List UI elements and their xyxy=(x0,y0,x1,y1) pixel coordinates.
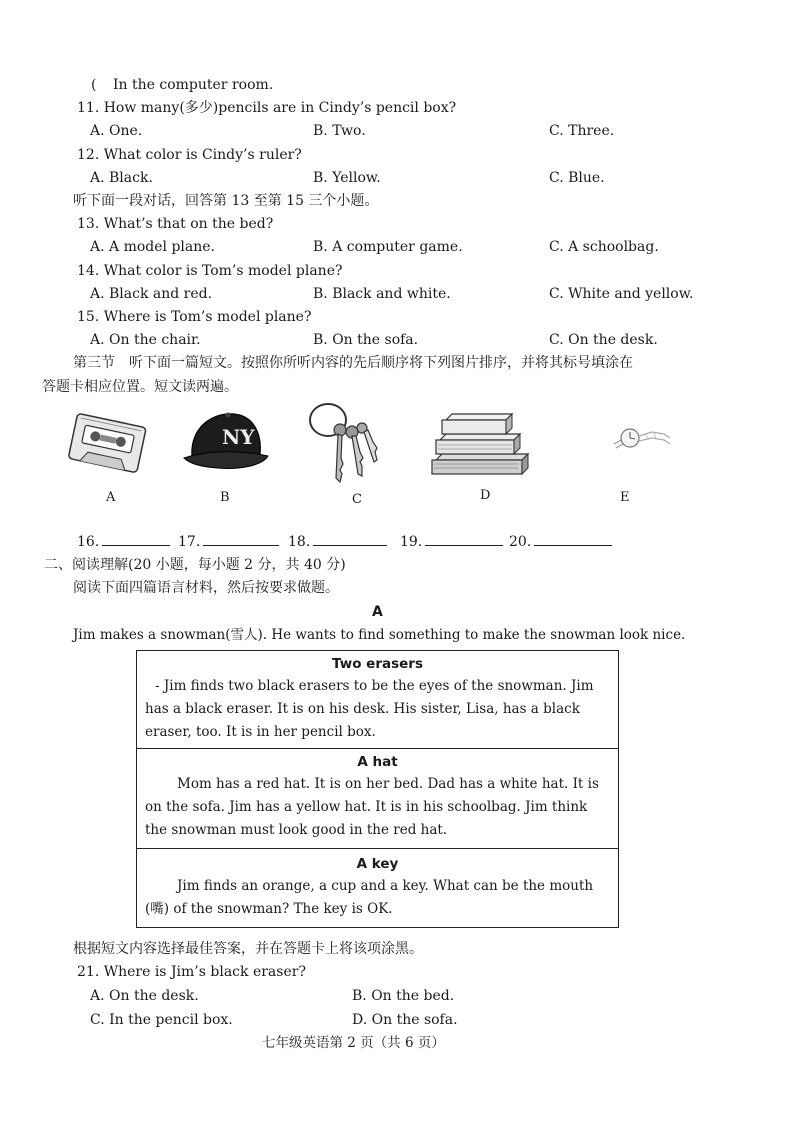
section-line: eraser, too. It is in her pencil box. xyxy=(145,724,376,740)
question-11-stem: 11. How many(多少)pencils are in Cindy’s pencil box? xyxy=(77,100,457,116)
books-icon xyxy=(428,410,538,486)
q13-option-a: A. A model plane. xyxy=(90,239,215,255)
passage-box xyxy=(136,650,619,928)
answer-blank-18[interactable]: 18. xyxy=(288,531,387,551)
q12-option-b: B. Yellow. xyxy=(313,170,381,186)
section-line: has a black eraser. It is on his desk. His sister, Lisa, has a black xyxy=(145,701,580,717)
q10-option-c: In the computer room. xyxy=(113,77,274,93)
q14-option-a: A. Black and red. xyxy=(90,286,213,302)
section-divider xyxy=(137,848,618,849)
section-line: Jim finds an orange, a cup and a key. What can be the mouth xyxy=(177,878,594,894)
question-12-stem: 12. What color is Cindy’s ruler? xyxy=(77,147,302,163)
q11-option-b: B. Two. xyxy=(313,123,366,139)
question-15-stem: 15. Where is Tom’s model plane? xyxy=(77,309,312,325)
answer-blank-19[interactable]: 19. xyxy=(400,531,503,551)
cassette-tape-icon xyxy=(66,404,148,488)
picture-label-d: D xyxy=(480,488,491,503)
answer-instruction: 根据短文内容选择最佳答案，并在答题卡上将该项涂黑。 xyxy=(73,941,423,957)
reading-heading: 二、阅读理解(20 小题，每小题 2 分，共 40 分) xyxy=(44,557,346,573)
page-footer: 七年级英语第 2 页（共 6 页） xyxy=(262,1035,445,1051)
q11-option-c: C. Three. xyxy=(549,123,615,139)
watch-icon xyxy=(606,420,676,464)
q13-option-c: C. A schoolbag. xyxy=(549,239,659,255)
q21-option-c: C. In the pencil box. xyxy=(90,1012,233,1028)
answer-blank-16[interactable]: 16. xyxy=(77,531,170,551)
q14-option-b: B. Black and white. xyxy=(313,286,451,302)
section-title: Two erasers xyxy=(332,656,423,672)
passage-letter: A xyxy=(372,604,383,620)
section-body xyxy=(137,675,618,744)
reading-instruction: 阅读下面四篇语言材料，然后按要求做题。 xyxy=(73,580,339,596)
picture-label-c: C xyxy=(352,492,362,507)
q10-option-c-letter: ( xyxy=(91,77,97,93)
svg-text:NY: NY xyxy=(222,425,255,449)
q11-option-a: A. One. xyxy=(90,123,143,139)
q21-option-d: D. On the sofa. xyxy=(352,1012,458,1028)
answer-blank-20[interactable]: 20. xyxy=(509,531,612,551)
q15-option-a: A. On the chair. xyxy=(90,332,201,348)
passage-intro: Jim makes a snowman(雪人). He wants to find something to make the snowman look nice. xyxy=(73,627,686,643)
q21-option-b: B. On the bed. xyxy=(352,988,455,1004)
section-body xyxy=(137,773,618,842)
answer-blank-17[interactable]: 17. xyxy=(178,531,279,551)
keys-icon xyxy=(302,400,382,490)
picture-label-b: B xyxy=(220,490,230,505)
section-line: the snowman must look good in the red hat. xyxy=(145,822,448,838)
section-line: (嘴) of the snowman? The key is OK. xyxy=(145,901,393,917)
baseball-cap-icon xyxy=(178,406,274,482)
picture-label-e: E xyxy=(620,490,630,505)
dialog-instruction: 听下面一段对话，回答第 13 至第 15 三个小题。 xyxy=(73,193,379,209)
section-title: A key xyxy=(356,856,399,872)
section-line: - Jim finds two black erasers to be the eyes of the snowman. Jim xyxy=(155,678,594,694)
question-13-stem: 13. What’s that on the bed? xyxy=(77,216,274,232)
section3-instruction-line1: 第三节 听下面一篇短文。按照你所听内容的先后顺序将下列图片排序，并将其标号填涂在 xyxy=(73,355,633,371)
section3-instruction-line2: 答题卡相应位置。短文读两遍。 xyxy=(42,379,238,395)
q13-option-b: B. A computer game. xyxy=(313,239,463,255)
section-line: on the sofa. Jim has a yellow hat. It is in his schoolbag. Jim think xyxy=(145,799,588,815)
picture-label-a: A xyxy=(106,490,116,505)
section-divider xyxy=(137,748,618,749)
section-line: Mom has a red hat. It is on her bed. Dad has a white hat. It is xyxy=(177,776,599,792)
section-body xyxy=(137,875,618,921)
question-14-stem: 14. What color is Tom’s model plane? xyxy=(77,263,343,279)
section-two-erasers xyxy=(137,653,618,744)
section-a-key xyxy=(137,853,618,921)
section-title: A hat xyxy=(357,754,398,770)
q21-option-a: A. On the desk. xyxy=(90,988,199,1004)
q12-option-a: A. Black. xyxy=(90,170,153,186)
q12-option-c: C. Blue. xyxy=(549,170,605,186)
q15-option-b: B. On the sofa. xyxy=(313,332,419,348)
q14-option-c: C. White and yellow. xyxy=(549,286,694,302)
question-21-stem: 21. Where is Jim’s black eraser? xyxy=(77,964,306,980)
section-a-hat xyxy=(137,751,618,842)
q15-option-c: C. On the desk. xyxy=(549,332,658,348)
